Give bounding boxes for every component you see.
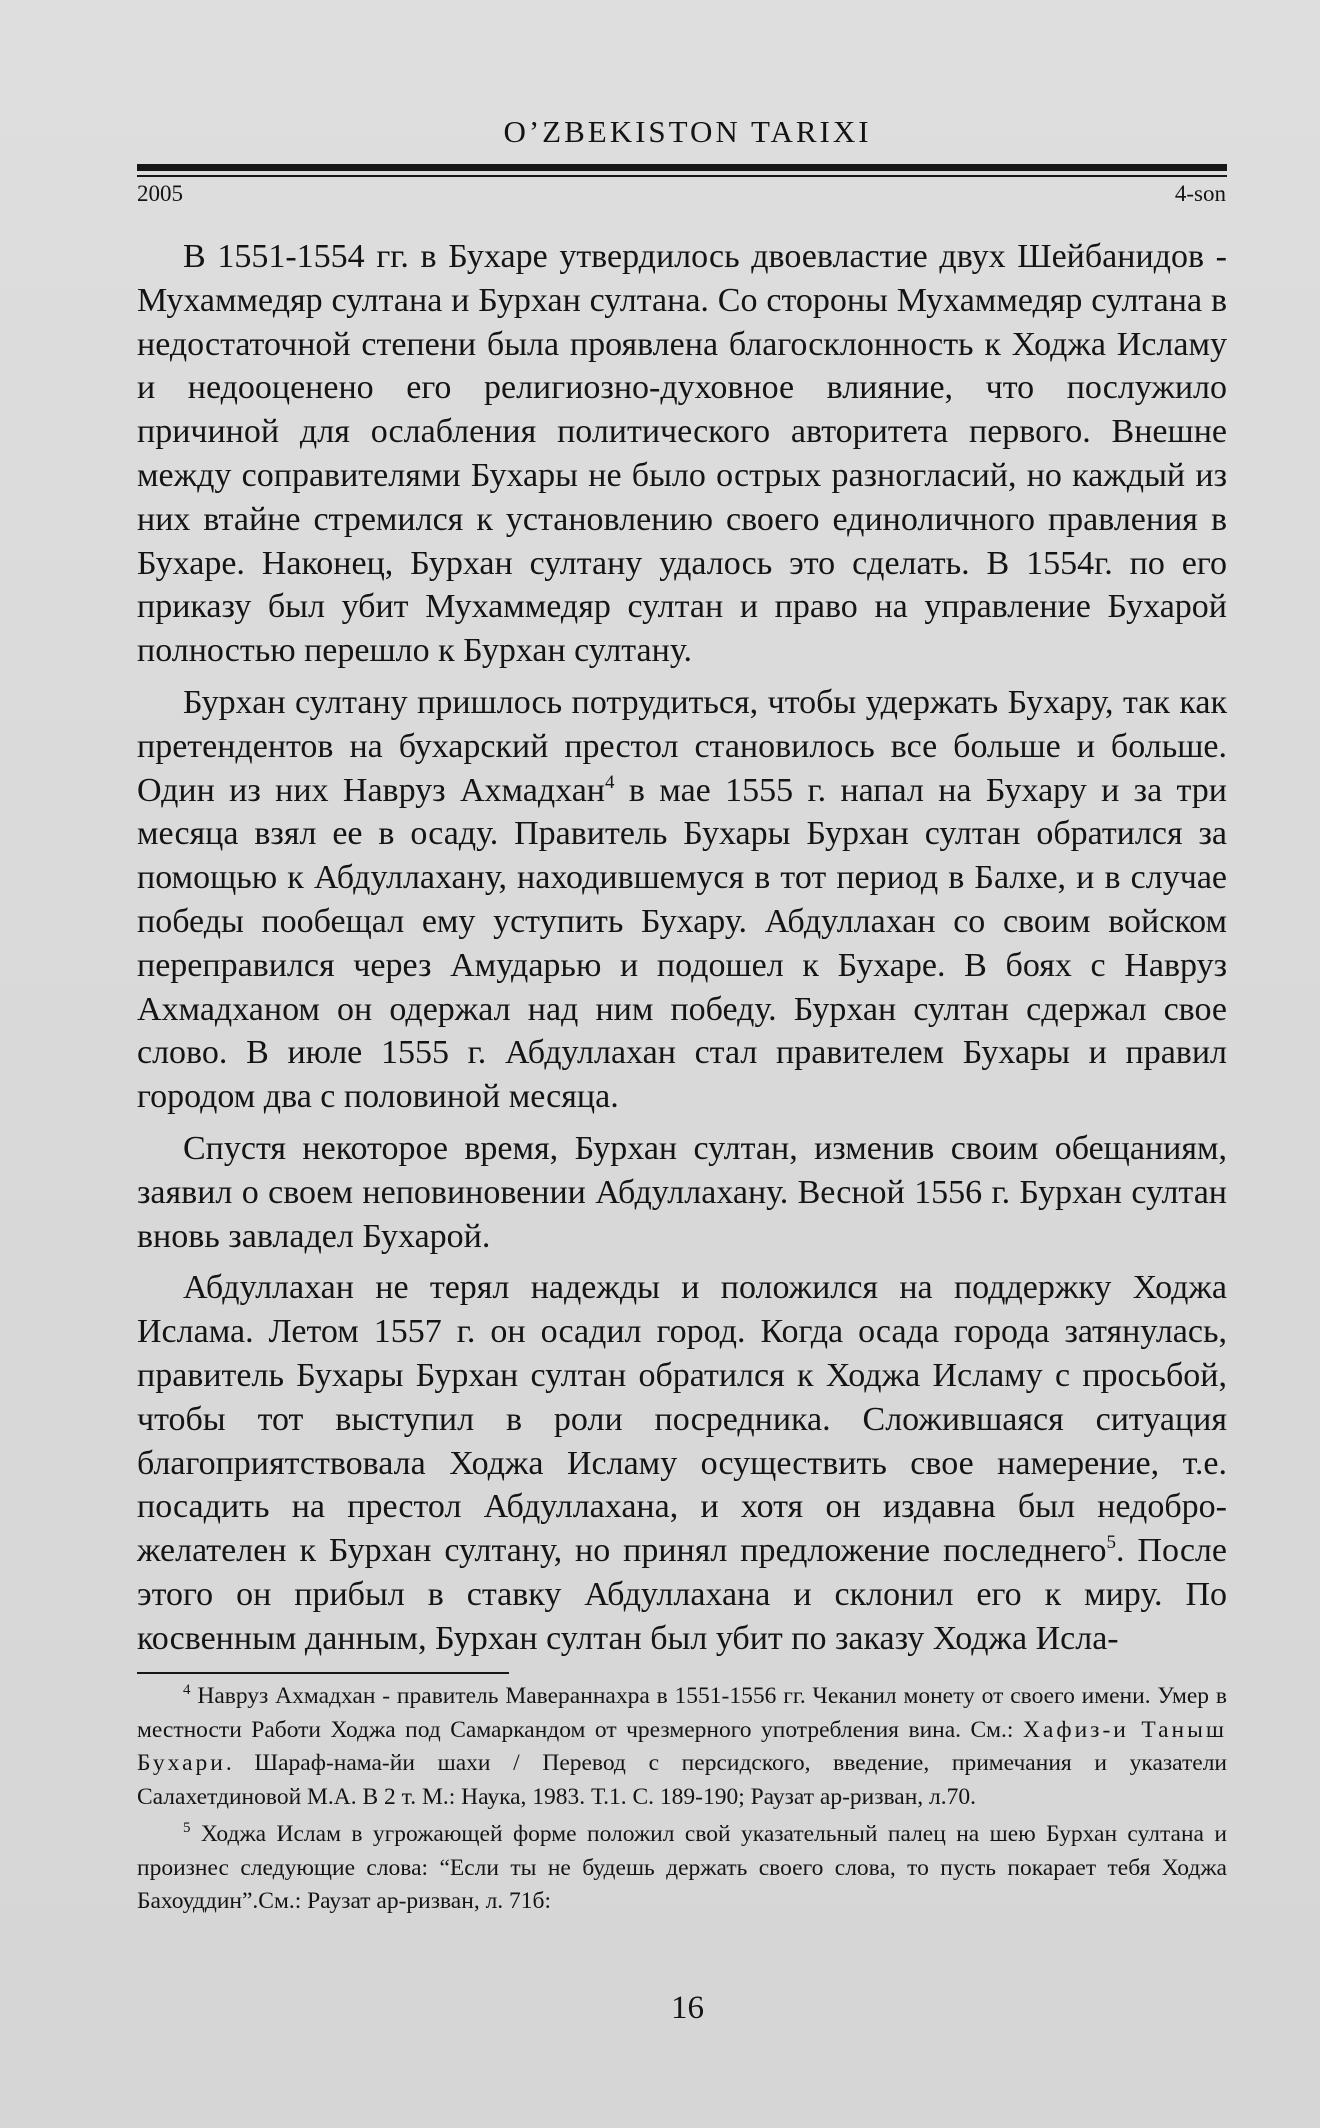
footnote-ref-4: 4 — [605, 771, 615, 793]
footnote-5-text: Ходжа Ислам в угрожающей форме положил свой указательный палец на шею Бурхан султана и произнес следующие слова: “Если ты не будешь держать своего слова, то пусть покарает тебя Ходжа Бахоуддин”.См.: Раузат ар-ризван, л. 71б: — [137, 1821, 1227, 1914]
paragraph-4 — [137, 1266, 1227, 1660]
footnote-4 — [137, 1680, 1227, 1814]
footnote-4-mark: 4 — [183, 1682, 191, 1698]
header-rule-thick — [137, 164, 1227, 171]
issue-number: 4-son — [1174, 181, 1226, 206]
issue-year: 2005 — [137, 181, 183, 206]
header-rule-thin — [137, 175, 1227, 177]
footnote-ref-5: 5 — [1106, 1532, 1116, 1554]
paragraph-2 — [137, 681, 1227, 1119]
paragraph-1: В 1551-1554 гг. в Бухаре утвердилось двоевластие двух Шейбанидов - Мухаммедяр султана и Бурхан султана. Со стороны Мухаммедяр султана в недостаточной степени была проявлена благосклонность к Ходжа Исламу и недооценено его религиозно-духовное влияние, что послужило причиной для ослабления политического авторитета первого. Внешне между соправителями Бухары не было острых разногласий, но каждый из них втайне стремился к установлению своего единоличного правления в Бухаре. Наконец, Бурхан султану удалось это сделать. В 1554г. по его приказу был убит Мухаммедяр султан и право на управление Бухарой полностью перешло к Бурхан султану. — [137, 238, 1227, 670]
paragraph-2-part-1: Бурхан султану пришлось потрудиться, чтобы удержать Бухару, так как претендентов на бухарский престол становилось все больше и больше. Один из них Навруз Ахмадхан — [137, 683, 1227, 809]
footnote-separator — [137, 1672, 509, 1674]
paragraph-4-part-2: . После этого он прибыл в ставку Абдуллахана и склонил его к миру. По косвенным данным, Бурхан султан был убит по заказу Ходжа Исла- — [137, 1532, 1227, 1657]
footnote-5-mark: 5 — [183, 1820, 191, 1836]
journal-title: O’ZBEKISTON TARIXI — [503, 114, 872, 149]
footnotes — [137, 1680, 1227, 1923]
main-text — [137, 235, 1227, 1669]
page-number: 16 — [671, 1990, 704, 2026]
paragraph-4-part-1: Абдуллахан не терял надежды и положился на поддержку Ходжа Ислама. Летом 1557 г. он осадил город. Когда осада города затянулась, правитель Бухары Бурхан султан обратился к Ходжа Исламу с просьбой, чтобы тот выступил в роли посредника. Сложившаяся ситуация благоприятствовала Ходжа Исламу осуществить свое намерение, т.е. посадить на престол Абдуллахана, и хотя он издавна был недоброжелателен к Бурхан султану, но принял предложение последнего — [137, 1269, 1227, 1570]
footnote-4-citation: . Шараф-нама-йи шахи / Перевод с персидского, введение, примечания и указатели Салахетдиновой М.А. В 2 т. М.: Наука, 1983. Т.1. С. 189-190; Раузат ар-ризван, л.70. — [137, 1750, 1227, 1810]
paragraph-2-part-2: в мае 1555 г. напал на Бухару и за три месяца взял ее в осаду. Правитель Бухары Бурхан султан обратился за помощью к Абдуллахану, находившемуся в тот период в Балхе, и в случае победы пообещал ему уступить Бухару. Абдуллахан со своим войском переправился через Амударью и подошел к Бухаре. В боях с Навруз Ахмадханом он одержал над ним победу. Бурхан султан сдержал свое слово. В июле 1555 г. Абдуллахан стал правителем Бухары и правил городом два с половиной месяца. — [137, 771, 1227, 1116]
footnote-5 — [137, 1818, 1227, 1919]
footnote-4-author: Хафиз-и Таныш Бухари — [137, 1716, 1227, 1776]
paragraph-3: Спустя некоторое время, Бурхан султан, изменив своим обещаниям, заявил о своем неповиновении Абдуллахану. Весной 1556 г. Бурхан султан вновь завладел Бухарой. — [137, 1129, 1227, 1255]
footnote-4-text: Навруз Ахмадхан - правитель Мавераннахра в 1551-1556 гг. Чеканил монету от своего имени. Умер в местности Работи Ходжа под Самаркандом от чрезмерного употребления вина. См.: — [137, 1683, 1227, 1743]
